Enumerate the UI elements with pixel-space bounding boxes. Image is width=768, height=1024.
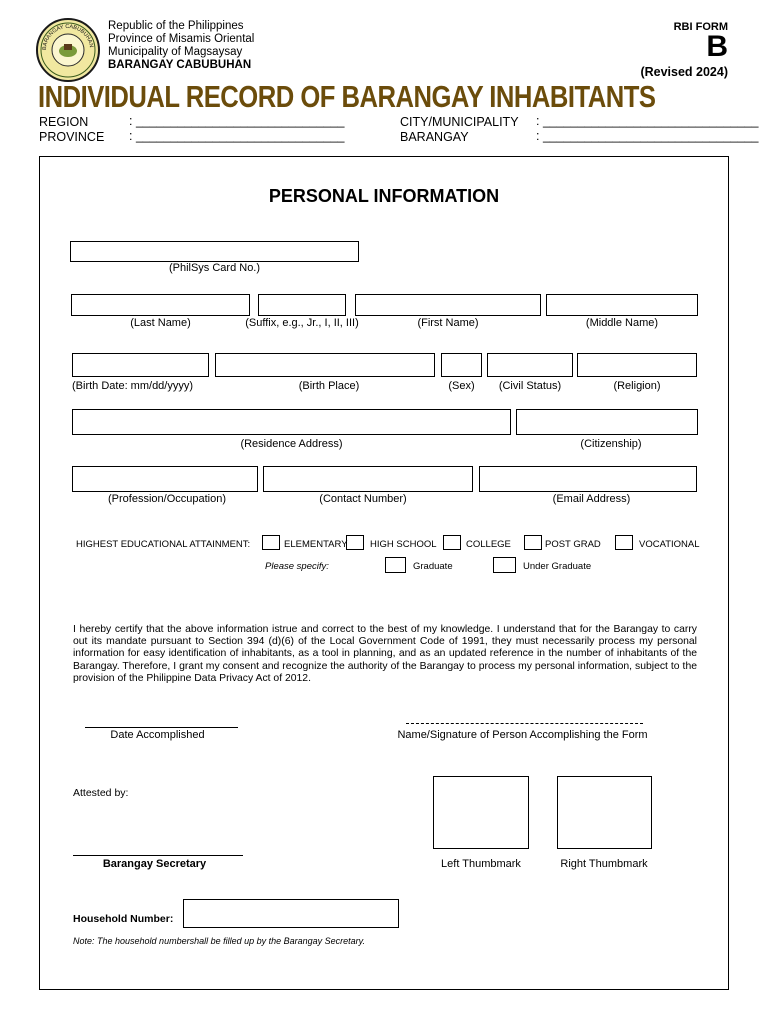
city-label: CITY/MUNICIPALITY	[400, 115, 519, 129]
undergraduate-label: Under Graduate	[523, 561, 592, 572]
date-line[interactable]	[85, 727, 238, 728]
barangay-seal	[36, 18, 100, 82]
first-name-field[interactable]	[355, 294, 541, 316]
residence-field[interactable]	[72, 409, 511, 435]
date-accomplished-caption: Date Accomplished	[110, 729, 205, 741]
form-letter: B	[706, 30, 728, 63]
household-label: Household Number:	[73, 913, 174, 925]
elementary-label: ELEMENTARY	[284, 539, 348, 550]
citizenship-field[interactable]	[516, 409, 698, 435]
household-note: Note: The household numbershall be filled up by the Barangay Secretary.	[73, 936, 366, 946]
city-field[interactable]: : _______________________________	[536, 114, 759, 128]
email-caption: (Email Address)	[552, 493, 631, 505]
household-number-field[interactable]	[183, 899, 399, 928]
barangay-field[interactable]: : _______________________________	[536, 129, 759, 143]
region-field[interactable]: : ______________________________	[129, 114, 345, 128]
header-municipality: Municipality of Magsaysay	[108, 46, 243, 58]
residence-caption: (Residence Address)	[240, 438, 343, 450]
secretary-caption: Barangay Secretary	[102, 858, 207, 870]
form-label: RBI FORM	[673, 21, 728, 33]
vocational-checkbox[interactable]	[615, 535, 633, 550]
suffix-caption: (Suffix, e.g., Jr., I, II, III)	[245, 317, 359, 329]
left-thumbmark-caption: Left Thumbmark	[441, 858, 521, 870]
high-school-label: HIGH SCHOOL	[370, 539, 437, 550]
religion-field[interactable]	[577, 353, 697, 377]
philsys-field[interactable]	[70, 241, 359, 262]
section-heading: PERSONAL INFORMATION	[268, 186, 500, 206]
secretary-line[interactable]	[73, 855, 243, 856]
right-thumbmark-caption: Right Thumbmark	[560, 858, 648, 870]
middle-name-field[interactable]	[546, 294, 698, 316]
attested-label: Attested by:	[73, 787, 129, 799]
birth-date-caption: (Birth Date: mm/dd/yyyy)	[72, 380, 194, 392]
certification-text: I hereby certify that the above information istrue and correct to the best of my knowledge. I understand that for the Barangay to carry out its mandate pursuant to Section 394 (d)(6) of the Local Government Code of 1991, they must necessarily process my personal information for easy identification of inhabitants, as a tool in planning, and as an updated reference in the number of inhabitants of the Barangay. Therefore, I grant my consent and recognize the authority of the Barangay to process my personal information, subject to the provision of the Philippine Data Privacy Act of 2012.	[73, 624, 697, 684]
citizenship-caption: (Citizenship)	[580, 438, 642, 450]
post-grad-checkbox[interactable]	[524, 535, 542, 550]
graduate-label: Graduate	[413, 561, 453, 572]
province-field[interactable]: : ______________________________	[129, 129, 345, 143]
civil-status-caption: (Civil Status)	[498, 380, 562, 392]
first-name-caption: (First Name)	[417, 317, 479, 329]
header-province: Province of Misamis Oriental	[108, 33, 255, 45]
province-label: PROVINCE	[39, 130, 105, 144]
middle-name-caption: (Middle Name)	[585, 317, 659, 329]
suffix-field[interactable]	[258, 294, 346, 316]
elementary-checkbox[interactable]	[262, 535, 280, 550]
header-barangay: BARANGAY CABUBUHAN	[108, 59, 252, 71]
left-thumbmark-box[interactable]	[433, 776, 529, 849]
profession-field[interactable]	[72, 466, 258, 492]
sex-caption: (Sex)	[448, 380, 475, 392]
education-label: HIGHEST EDUCATIONAL ATTAINMENT:	[76, 539, 251, 550]
signature-line[interactable]	[406, 723, 643, 724]
birth-date-field[interactable]	[72, 353, 209, 377]
birth-place-caption: (Birth Place)	[298, 380, 360, 392]
contact-caption: (Contact Number)	[319, 493, 407, 505]
form-title: INDIVIDUAL RECORD OF BARANGAY INHABITANTS	[38, 80, 656, 114]
graduate-checkbox[interactable]	[385, 557, 406, 573]
college-checkbox[interactable]	[443, 535, 461, 550]
birth-place-field[interactable]	[215, 353, 435, 377]
religion-caption: (Religion)	[613, 380, 661, 392]
barangay-label: BARANGAY	[400, 130, 469, 144]
svg-text:BARANGAY CABUBUHAN: BARANGAY CABUBUHAN	[41, 23, 94, 51]
last-name-caption: (Last Name)	[130, 317, 191, 329]
email-field[interactable]	[479, 466, 697, 492]
right-thumbmark-box[interactable]	[557, 776, 652, 849]
header-republic: Republic of the Philippines	[108, 20, 244, 32]
profession-caption: (Profession/Occupation)	[108, 493, 226, 505]
signature-caption: Name/Signature of Person Accomplishing the Form	[397, 729, 648, 741]
college-label: COLLEGE	[466, 539, 511, 550]
philsys-caption: (PhilSys Card No.)	[168, 262, 261, 274]
undergraduate-checkbox[interactable]	[493, 557, 516, 573]
region-label: REGION	[39, 115, 89, 129]
revised-label: (Revised 2024)	[640, 65, 728, 79]
high-school-checkbox[interactable]	[346, 535, 364, 550]
vocational-label: VOCATIONAL	[639, 539, 700, 550]
specify-label: Please specify:	[265, 561, 329, 572]
sex-field[interactable]	[441, 353, 482, 377]
post-grad-label: POST GRAD	[545, 539, 601, 550]
civil-status-field[interactable]	[487, 353, 573, 377]
contact-field[interactable]	[263, 466, 473, 492]
last-name-field[interactable]	[71, 294, 250, 316]
